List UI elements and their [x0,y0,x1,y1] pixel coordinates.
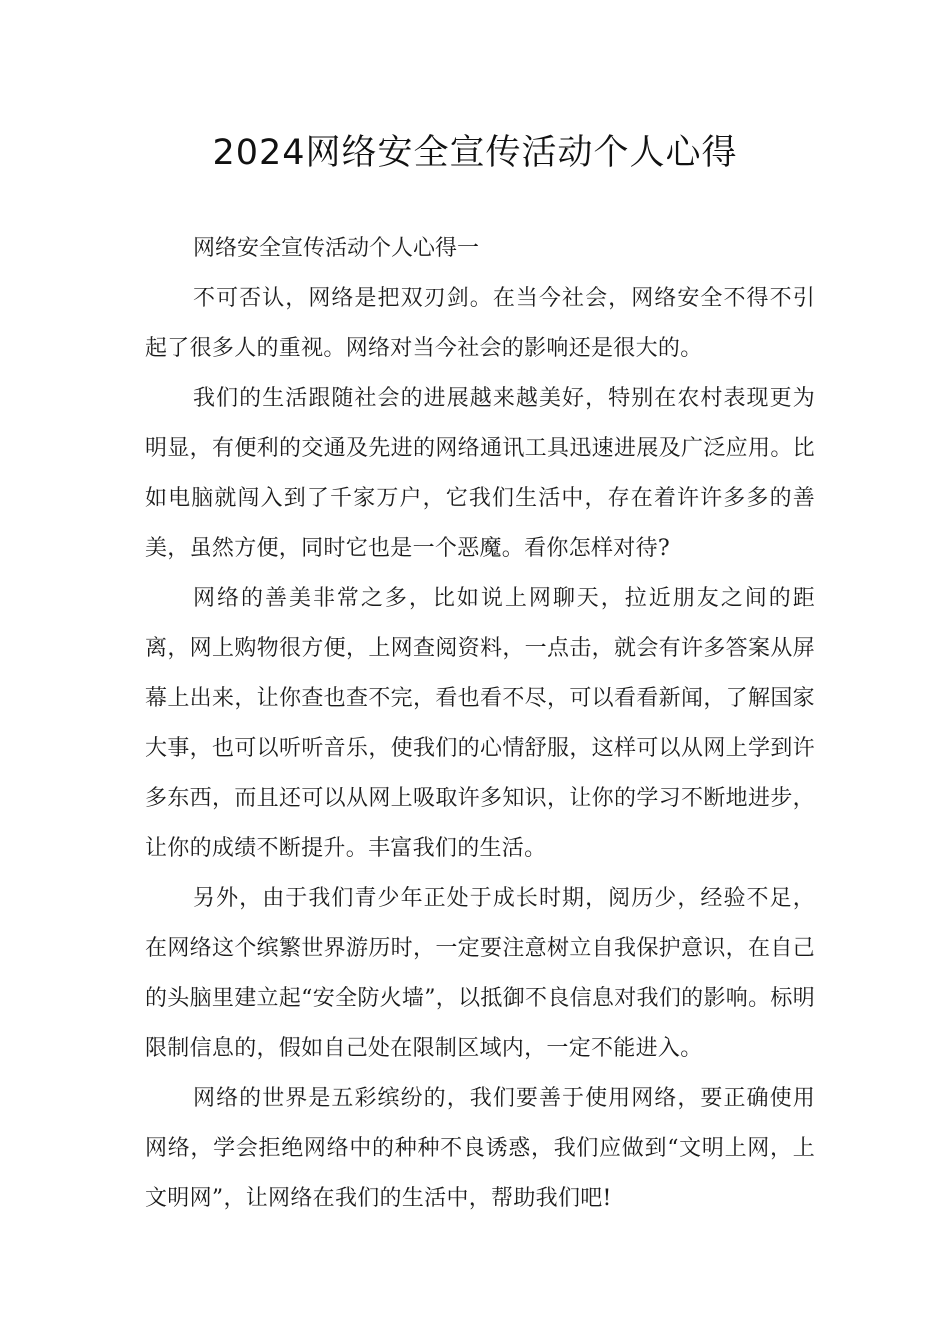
paragraph-3: 网络的善美非常之多，比如说上网聊天，拉近朋友之间的距离，网上购物很方便，上网查阅资料，一点击，就会有许多答案从屏幕上出来，让你查也查不完，看也看不尽，可以看看新闻，了解国家大事，也可以听听音乐，使我们的心情舒服，这样可以从网上学到许多东西，而且还可以从网上吸取许多知识，让你的学习不断地进步，让你的成绩不断提升。丰富我们的生活。 [145,586,815,861]
paragraph-2: 我们的生活跟随社会的进展越来越美好，特别在农村表现更为明显，有便利的交通及先进的网络通讯工具迅速进展及广泛应用。比如电脑就闯入到了千家万户，它我们生活中，存在着许许多多的善美，虽然方便，同时它也是一个恶魔。看你怎样对待? [145,386,815,561]
paragraph-5: 网络的世界是五彩缤纷的，我们要善于使用网络，要正确使用网络，学会拒绝网络中的种种不良诱惑，我们应做到“文明上网，上文明网”，让网络在我们的生活中，帮助我们吧! [145,1086,815,1211]
document-body [145,224,815,1224]
section-subheading: 网络安全宣传活动个人心得一 [193,236,480,261]
paragraph-4: 另外，由于我们青少年正处于成长时期，阅历少，经验不足，在网络这个缤繁世界游历时，一定要注意树立自我保护意识，在自己的头脑里建立起“安全防火墙”，以抵御不良信息对我们的影响。标明限制信息的，假如自己处在限制区域内，一定不能进入。 [145,886,815,1061]
document-title: 2024网络安全宣传活动个人心得 [212,133,738,173]
paragraph-1: 不可否认，网络是把双刃剑。在当今社会，网络安全不得不引起了很多人的重视。网络对当今社会的影响还是很大的。 [145,286,815,361]
